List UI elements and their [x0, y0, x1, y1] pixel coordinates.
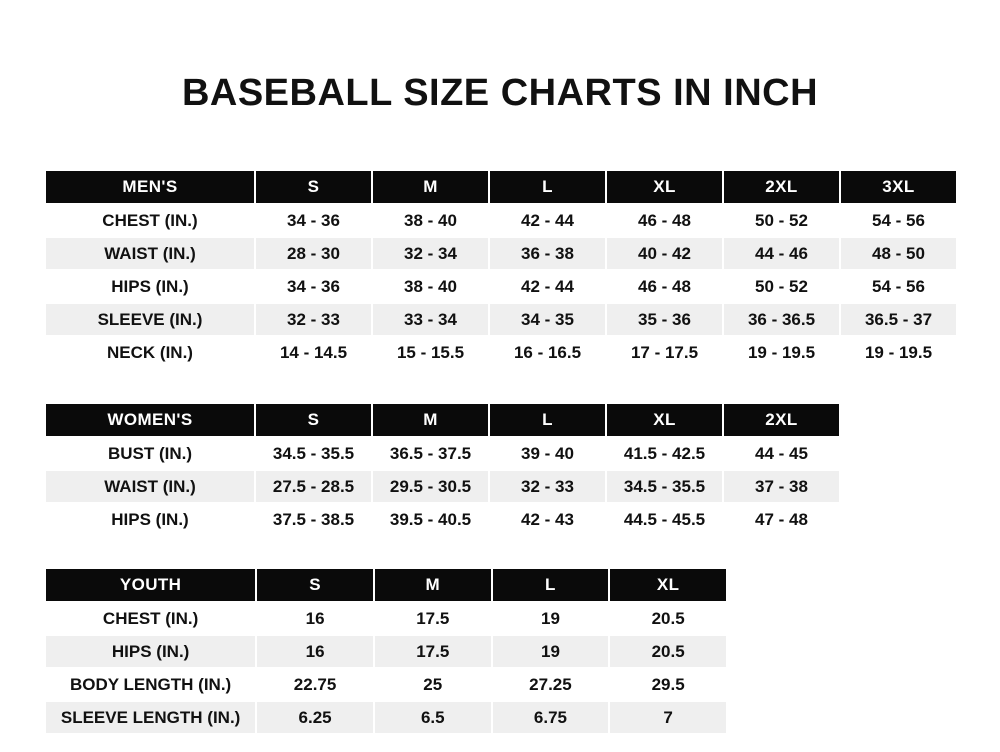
mens-table-header-row [45, 170, 957, 204]
table-row [45, 503, 840, 536]
table-row [45, 701, 727, 734]
womens-hips-l: 42 - 43 [489, 503, 606, 536]
mens-hips-m: 38 - 40 [372, 270, 489, 303]
mens-sleeve-s: 32 - 33 [255, 303, 372, 336]
table-row [45, 303, 957, 336]
table-row [45, 336, 957, 369]
mens-header-m: M [372, 170, 489, 204]
table-spacer [44, 370, 956, 402]
table-row [45, 204, 957, 237]
womens-waist-xl: 34.5 - 35.5 [606, 470, 723, 503]
mens-chest-xl: 46 - 48 [606, 204, 723, 237]
mens-row-label-waist: WAIST (IN.) [45, 237, 255, 270]
mens-header-2xl: 2XL [723, 170, 840, 204]
youth-chest-l: 19 [492, 602, 610, 635]
mens-row-label-neck: NECK (IN.) [45, 336, 255, 369]
table-row [45, 602, 727, 635]
page-title: BASEBALL SIZE CHARTS IN INCH [181, 72, 819, 114]
mens-header-s: S [255, 170, 372, 204]
mens-header-xl: XL [606, 170, 723, 204]
womens-hips-s: 37.5 - 38.5 [255, 503, 372, 536]
mens-waist-s: 28 - 30 [255, 237, 372, 270]
mens-waist-2xl: 44 - 46 [723, 237, 840, 270]
youth-body-length-l: 27.25 [492, 668, 610, 701]
youth-body-length-m: 25 [374, 668, 492, 701]
womens-hips-xl: 44.5 - 45.5 [606, 503, 723, 536]
womens-header-m: M [372, 403, 489, 437]
youth-sleeve-length-s: 6.25 [256, 701, 374, 734]
mens-row-label-sleeve: SLEEVE (IN.) [45, 303, 255, 336]
womens-bust-l: 39 - 40 [489, 437, 606, 470]
youth-header-s: S [256, 568, 374, 602]
womens-header-s: S [255, 403, 372, 437]
womens-table-header-row [45, 403, 840, 437]
youth-chest-xl: 20.5 [609, 602, 727, 635]
youth-hips-s: 16 [256, 635, 374, 668]
womens-header-l: L [489, 403, 606, 437]
mens-chest-l: 42 - 44 [489, 204, 606, 237]
womens-waist-s: 27.5 - 28.5 [255, 470, 372, 503]
mens-hips-3xl: 54 - 56 [840, 270, 957, 303]
mens-sleeve-l: 34 - 35 [489, 303, 606, 336]
womens-bust-s: 34.5 - 35.5 [255, 437, 372, 470]
mens-sleeve-m: 33 - 34 [372, 303, 489, 336]
mens-neck-3xl: 19 - 19.5 [840, 336, 957, 369]
womens-bust-m: 36.5 - 37.5 [372, 437, 489, 470]
mens-hips-s: 34 - 36 [255, 270, 372, 303]
youth-size-table [44, 567, 728, 735]
mens-row-label-chest: CHEST (IN.) [45, 204, 255, 237]
womens-header-category: WOMEN'S [45, 403, 255, 437]
womens-waist-2xl: 37 - 38 [723, 470, 840, 503]
womens-row-label-bust: BUST (IN.) [45, 437, 255, 470]
mens-chest-s: 34 - 36 [255, 204, 372, 237]
table-row [45, 668, 727, 701]
youth-row-label-hips: HIPS (IN.) [45, 635, 256, 668]
youth-sleeve-length-m: 6.5 [374, 701, 492, 734]
womens-bust-2xl: 44 - 45 [723, 437, 840, 470]
womens-bust-xl: 41.5 - 42.5 [606, 437, 723, 470]
mens-neck-xl: 17 - 17.5 [606, 336, 723, 369]
table-row [45, 635, 727, 668]
table-row [45, 437, 840, 470]
youth-row-label-sleeve-length: SLEEVE LENGTH (IN.) [45, 701, 256, 734]
mens-sleeve-3xl: 36.5 - 37 [840, 303, 957, 336]
mens-hips-xl: 46 - 48 [606, 270, 723, 303]
youth-body-length-s: 22.75 [256, 668, 374, 701]
mens-neck-2xl: 19 - 19.5 [723, 336, 840, 369]
womens-waist-l: 32 - 33 [489, 470, 606, 503]
youth-header-l: L [492, 568, 610, 602]
youth-header-category: YOUTH [45, 568, 256, 602]
mens-sleeve-xl: 35 - 36 [606, 303, 723, 336]
youth-body-length-xl: 29.5 [609, 668, 727, 701]
youth-hips-xl: 20.5 [609, 635, 727, 668]
mens-chest-m: 38 - 40 [372, 204, 489, 237]
youth-hips-l: 19 [492, 635, 610, 668]
mens-chest-3xl: 54 - 56 [840, 204, 957, 237]
youth-chest-m: 17.5 [374, 602, 492, 635]
womens-hips-m: 39.5 - 40.5 [372, 503, 489, 536]
youth-sleeve-length-xl: 7 [609, 701, 727, 734]
youth-table-header-row [45, 568, 727, 602]
womens-size-table [44, 402, 841, 537]
mens-size-table [44, 169, 958, 370]
table-row [45, 237, 957, 270]
tables-container [0, 169, 1000, 735]
youth-row-label-body-length: BODY LENGTH (IN.) [45, 668, 256, 701]
table-row [45, 270, 957, 303]
mens-header-3xl: 3XL [840, 170, 957, 204]
mens-row-label-hips: HIPS (IN.) [45, 270, 255, 303]
mens-neck-m: 15 - 15.5 [372, 336, 489, 369]
mens-header-l: L [489, 170, 606, 204]
womens-row-label-hips: HIPS (IN.) [45, 503, 255, 536]
womens-header-2xl: 2XL [723, 403, 840, 437]
mens-header-category: MEN'S [45, 170, 255, 204]
mens-hips-2xl: 50 - 52 [723, 270, 840, 303]
youth-sleeve-length-l: 6.75 [492, 701, 610, 734]
youth-hips-m: 17.5 [374, 635, 492, 668]
youth-row-label-chest: CHEST (IN.) [45, 602, 256, 635]
youth-chest-s: 16 [256, 602, 374, 635]
youth-header-xl: XL [609, 568, 727, 602]
mens-neck-l: 16 - 16.5 [489, 336, 606, 369]
mens-waist-m: 32 - 34 [372, 237, 489, 270]
mens-waist-3xl: 48 - 50 [840, 237, 957, 270]
womens-hips-2xl: 47 - 48 [723, 503, 840, 536]
womens-waist-m: 29.5 - 30.5 [372, 470, 489, 503]
table-row [45, 470, 840, 503]
mens-hips-l: 42 - 44 [489, 270, 606, 303]
mens-waist-l: 36 - 38 [489, 237, 606, 270]
youth-header-m: M [374, 568, 492, 602]
womens-row-label-waist: WAIST (IN.) [45, 470, 255, 503]
mens-chest-2xl: 50 - 52 [723, 204, 840, 237]
table-spacer [44, 537, 956, 567]
mens-sleeve-2xl: 36 - 36.5 [723, 303, 840, 336]
mens-neck-s: 14 - 14.5 [255, 336, 372, 369]
womens-header-xl: XL [606, 403, 723, 437]
mens-waist-xl: 40 - 42 [606, 237, 723, 270]
